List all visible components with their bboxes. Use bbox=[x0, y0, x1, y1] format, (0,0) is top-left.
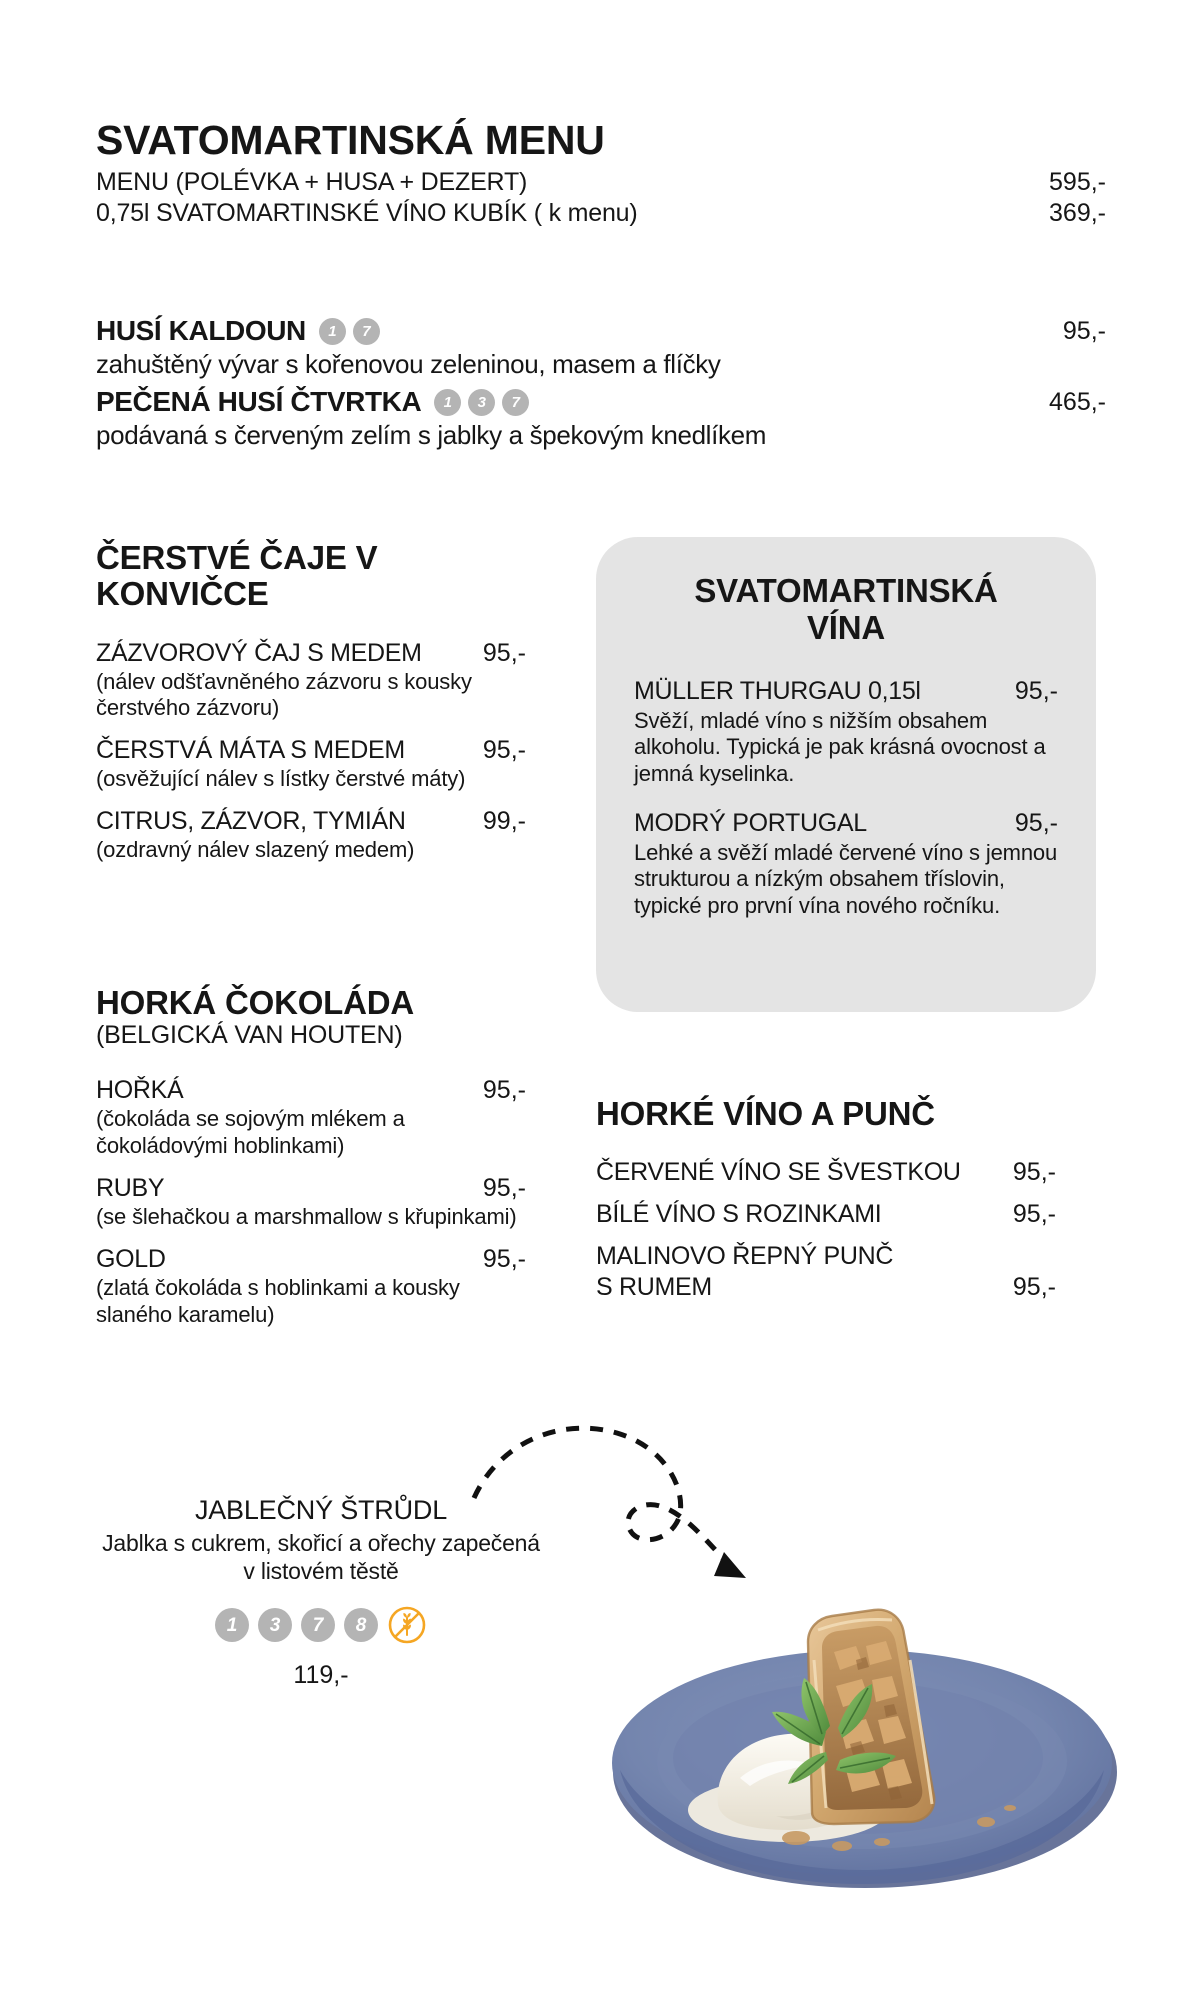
wheat-crossed-icon bbox=[387, 1605, 427, 1645]
allergen-badge: 8 bbox=[344, 1608, 378, 1642]
menu-item-name: CITRUS, ZÁZVOR, TYMIÁN bbox=[96, 807, 406, 836]
menu-item-name: ČERSTVÁ MÁTA S MEDEM bbox=[96, 736, 405, 765]
menu-item-name: MODRÝ PORTUGAL bbox=[634, 809, 867, 838]
header-row bbox=[96, 168, 1106, 197]
chocolate-subheading: (BELGICKÁ VAN HOUTEN) bbox=[96, 1021, 403, 1050]
menu-item-description: podávaná s červeným zelím s jablky a špekovým knedlíkem bbox=[96, 420, 767, 450]
menu-item-price: 465,- bbox=[1049, 387, 1106, 416]
menu-item-name: BÍLÉ VÍNO S ROZINKAMI bbox=[596, 1200, 882, 1229]
menu-item-description: Lehké a svěží mladé červené víno s jemnou strukturou a nízkým obsahem tříslovin, typické pro první vína nového ročníku. bbox=[634, 840, 1058, 918]
menu-item bbox=[96, 736, 526, 793]
menu-item bbox=[96, 1245, 526, 1329]
menu-item bbox=[596, 1242, 1056, 1302]
header-row-label: 0,75l SVATOMARTINSKÉ VÍNO KUBÍK ( k menu) bbox=[96, 199, 638, 228]
menu-item bbox=[634, 809, 1058, 919]
menu-item-description: (nálev odšťavněného zázvoru s kousky čerstvého zázvoru) bbox=[96, 668, 472, 721]
allergen-badges bbox=[319, 318, 380, 345]
punch-heading: HORKÉ VÍNO A PUNČ bbox=[596, 1095, 935, 1132]
menu-item bbox=[96, 1174, 526, 1231]
menu-item-name: HOŘKÁ bbox=[96, 1076, 184, 1105]
menu-item bbox=[596, 1200, 1056, 1229]
allergen-badge: 1 bbox=[215, 1608, 249, 1642]
menu-item-name: GOLD bbox=[96, 1244, 166, 1273]
menu-item-name-line1 bbox=[596, 1242, 1056, 1271]
menu-item-price: 95,- bbox=[1012, 1158, 1056, 1187]
menu-item-title-row bbox=[96, 1174, 526, 1203]
allergen-badge: 1 bbox=[434, 389, 461, 416]
menu-item-name: MALINOVO ŘEPNÝ PUNČ bbox=[596, 1242, 894, 1271]
menu-item bbox=[96, 639, 526, 723]
menu-item-name: ZÁZVOROVÝ ČAJ S MEDEM bbox=[96, 638, 422, 667]
menu-item bbox=[96, 807, 526, 864]
strudel-price: 119,- bbox=[293, 1661, 349, 1690]
menu-item-price: 95,- bbox=[1062, 316, 1106, 345]
menu-item-price: 95,- bbox=[1014, 676, 1058, 705]
strudel-title: JABLEČNÝ ŠTRŮDL bbox=[194, 1495, 448, 1525]
allergen-badge: 7 bbox=[301, 1608, 335, 1642]
header-row-price: 595,- bbox=[1049, 168, 1106, 197]
allergen-badge: 7 bbox=[502, 389, 529, 416]
menu-item-description: (zlatá čokoláda s hoblinkami a kousky slaného karamelu) bbox=[96, 1274, 460, 1327]
strudel-section bbox=[96, 1495, 546, 1690]
menu-item-description: (osvěžující nálev s lístky čerstvé máty) bbox=[96, 766, 466, 792]
strudel-description: Jablka s cukrem, skořicí a ořechy zapečená v listovém těstě bbox=[102, 1530, 540, 1584]
apple-strudel-plate-illustration bbox=[590, 1520, 1130, 1920]
header-section bbox=[96, 118, 1106, 228]
menu-item-title-row bbox=[96, 386, 1106, 418]
menu-item-price: 95,- bbox=[1012, 1200, 1056, 1229]
menu-item-price: 95,- bbox=[482, 1244, 526, 1273]
allergen-badges bbox=[434, 389, 529, 416]
menu-item-name-line2: S RUMEM bbox=[596, 1273, 712, 1302]
header-row bbox=[96, 199, 1106, 228]
header-row-label: MENU (POLÉVKA + HUSA + DEZERT) bbox=[96, 168, 528, 197]
allergen-badges bbox=[96, 1605, 546, 1645]
menu-item-description: (čokoláda se sojovým mlékem a čokoládovými hoblinkami) bbox=[96, 1106, 405, 1159]
menu-item-title-row bbox=[634, 677, 1058, 706]
allergen-badge: 7 bbox=[353, 318, 380, 345]
tea-heading: ČERSTVÉ ČAJE V KONVIČCE bbox=[96, 539, 378, 613]
chocolate-heading: HORKÁ ČOKOLÁDA bbox=[96, 984, 415, 1021]
menu-item-title-row bbox=[96, 315, 1106, 347]
menu-item-title-row bbox=[634, 809, 1058, 838]
header-row-price: 369,- bbox=[1049, 199, 1106, 228]
menu-item bbox=[96, 1076, 526, 1160]
page-title: SVATOMARTINSKÁ MENU bbox=[96, 117, 605, 163]
menu-item-price: 95,- bbox=[1012, 1273, 1056, 1302]
menu-item-price: 99,- bbox=[482, 807, 526, 836]
menu-item-price: 95,- bbox=[482, 638, 526, 667]
wines-heading-line2: VÍNA bbox=[806, 608, 886, 646]
menu-item bbox=[96, 315, 1106, 380]
menu-item-description: Svěží, mladé víno s nižším obsahem alkoholu. Typická je pak krásná ovocnost a jemná kyselinka. bbox=[634, 707, 1046, 786]
menu-item bbox=[96, 386, 1106, 451]
menu-item-description: (ozdravný nálev slazený medem) bbox=[96, 837, 415, 863]
menu-item-name: PEČENÁ HUSÍ ČTVRTKA bbox=[96, 386, 422, 417]
menu-item-title-row bbox=[96, 1076, 526, 1105]
hot-chocolate-section bbox=[96, 985, 526, 1342]
menu-item bbox=[596, 1158, 1056, 1187]
goose-dishes-section bbox=[96, 315, 1106, 457]
wines-heading-line1: SVATOMARTINSKÁ bbox=[694, 572, 998, 609]
menu-item-price: 95,- bbox=[482, 1076, 526, 1105]
menu-item bbox=[634, 677, 1058, 787]
menu-item-title-row bbox=[596, 1273, 1056, 1302]
menu-item-title-row bbox=[96, 807, 526, 836]
tea-section bbox=[96, 540, 526, 878]
allergen-badge: 3 bbox=[258, 1608, 292, 1642]
wines-heading bbox=[634, 573, 1058, 647]
menu-item-price: 95,- bbox=[1014, 809, 1058, 838]
menu-item-title-row bbox=[96, 639, 526, 668]
menu-item-name: MÜLLER THURGAU 0,15l bbox=[634, 676, 921, 705]
menu-item-name: HUSÍ KALDOUN bbox=[96, 315, 306, 346]
hot-wine-punch-section bbox=[596, 1096, 1056, 1315]
menu-item-price: 95,- bbox=[482, 736, 526, 765]
menu-item-name: ČERVENÉ VÍNO SE ŠVESTKOU bbox=[596, 1158, 961, 1187]
allergen-badge: 3 bbox=[468, 389, 495, 416]
menu-item-title-row bbox=[96, 1245, 526, 1274]
menu-item-title-row bbox=[96, 736, 526, 765]
allergen-badge: 1 bbox=[319, 318, 346, 345]
svatomartinska-wines-box bbox=[596, 537, 1096, 1012]
menu-item-name: RUBY bbox=[96, 1173, 165, 1202]
menu-item-description: zahuštěný vývar s kořenovou zeleninou, masem a flíčky bbox=[96, 349, 721, 379]
menu-item-description: (se šlehačkou a marshmallow s křupinkami) bbox=[96, 1203, 517, 1229]
menu-item-price: 95,- bbox=[482, 1173, 526, 1202]
